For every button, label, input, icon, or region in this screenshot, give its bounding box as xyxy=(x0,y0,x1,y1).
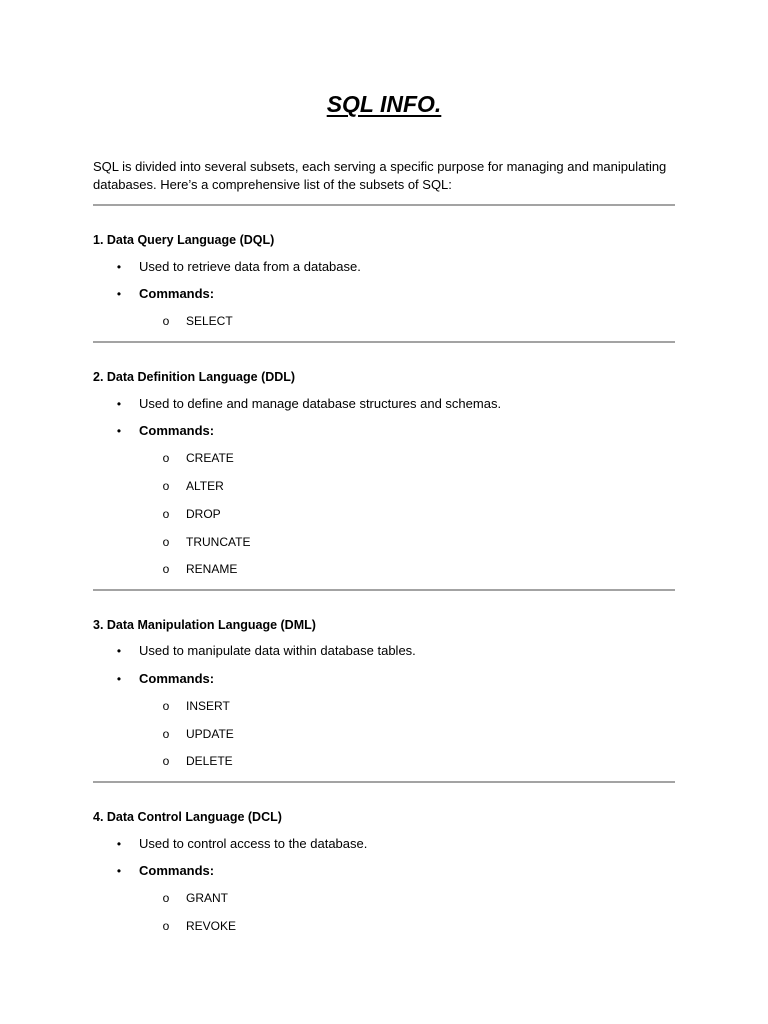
section-divider xyxy=(93,204,675,206)
sub-bullet-icon: o xyxy=(162,891,170,905)
command-name: REVOKE xyxy=(186,919,237,933)
commands-label: Commands: xyxy=(139,423,215,438)
section-heading-dql: 1. Data Query Language (DQL) xyxy=(93,233,275,247)
command-name: TRUNCATE xyxy=(186,535,251,549)
section-heading-dml: 3. Data Manipulation Language (DML) xyxy=(93,618,316,632)
section-description: Used to manipulate data within database tables. xyxy=(139,643,416,658)
commands-label: Commands: xyxy=(139,671,215,686)
command-name: RENAME xyxy=(186,562,238,576)
commands-label: Commands: xyxy=(139,863,215,878)
bullet-icon: • xyxy=(116,672,122,686)
section-description: Used to retrieve data from a database. xyxy=(139,259,361,274)
sub-bullet-icon: o xyxy=(162,919,170,933)
sub-bullet-icon: o xyxy=(162,754,170,768)
section-description: Used to define and manage database structures and schemas. xyxy=(139,396,502,411)
section-heading-dcl: 4. Data Control Language (DCL) xyxy=(93,810,282,824)
section-description: Used to control access to the database. xyxy=(139,836,368,851)
sub-bullet-icon: o xyxy=(162,727,170,741)
bullet-icon: • xyxy=(116,287,122,301)
section-heading-ddl: 2. Data Definition Language (DDL) xyxy=(93,370,296,384)
command-name: ALTER xyxy=(186,479,224,493)
command-name: GRANT xyxy=(186,891,228,905)
sub-bullet-icon: o xyxy=(162,314,170,328)
bullet-icon: • xyxy=(116,260,122,274)
intro-paragraph: SQL is divided into several subsets, each serving a specific purpose for managing and manipulating databases. Here’s a comprehensive list of the subsets of SQL: xyxy=(93,159,667,192)
command-name: SELECT xyxy=(186,314,233,328)
document-title: SQL INFO. xyxy=(326,91,442,117)
bullet-icon: • xyxy=(116,424,122,438)
command-name: INSERT xyxy=(186,699,230,713)
bullet-icon: • xyxy=(116,397,122,411)
sub-bullet-icon: o xyxy=(162,562,170,576)
bullet-icon: • xyxy=(116,644,122,658)
section-divider xyxy=(93,341,675,343)
commands-label: Commands: xyxy=(139,286,215,301)
section-divider xyxy=(93,781,675,783)
bullet-icon: • xyxy=(116,837,122,851)
command-name: CREATE xyxy=(186,451,234,465)
sub-bullet-icon: o xyxy=(162,507,170,521)
command-name: DELETE xyxy=(186,754,233,768)
bullet-icon: • xyxy=(116,864,122,878)
sub-bullet-icon: o xyxy=(162,535,170,549)
command-name: UPDATE xyxy=(186,727,234,741)
sub-bullet-icon: o xyxy=(162,451,170,465)
section-divider xyxy=(93,589,675,591)
sub-bullet-icon: o xyxy=(162,699,170,713)
sub-bullet-icon: o xyxy=(162,479,170,493)
command-name: DROP xyxy=(186,507,221,521)
